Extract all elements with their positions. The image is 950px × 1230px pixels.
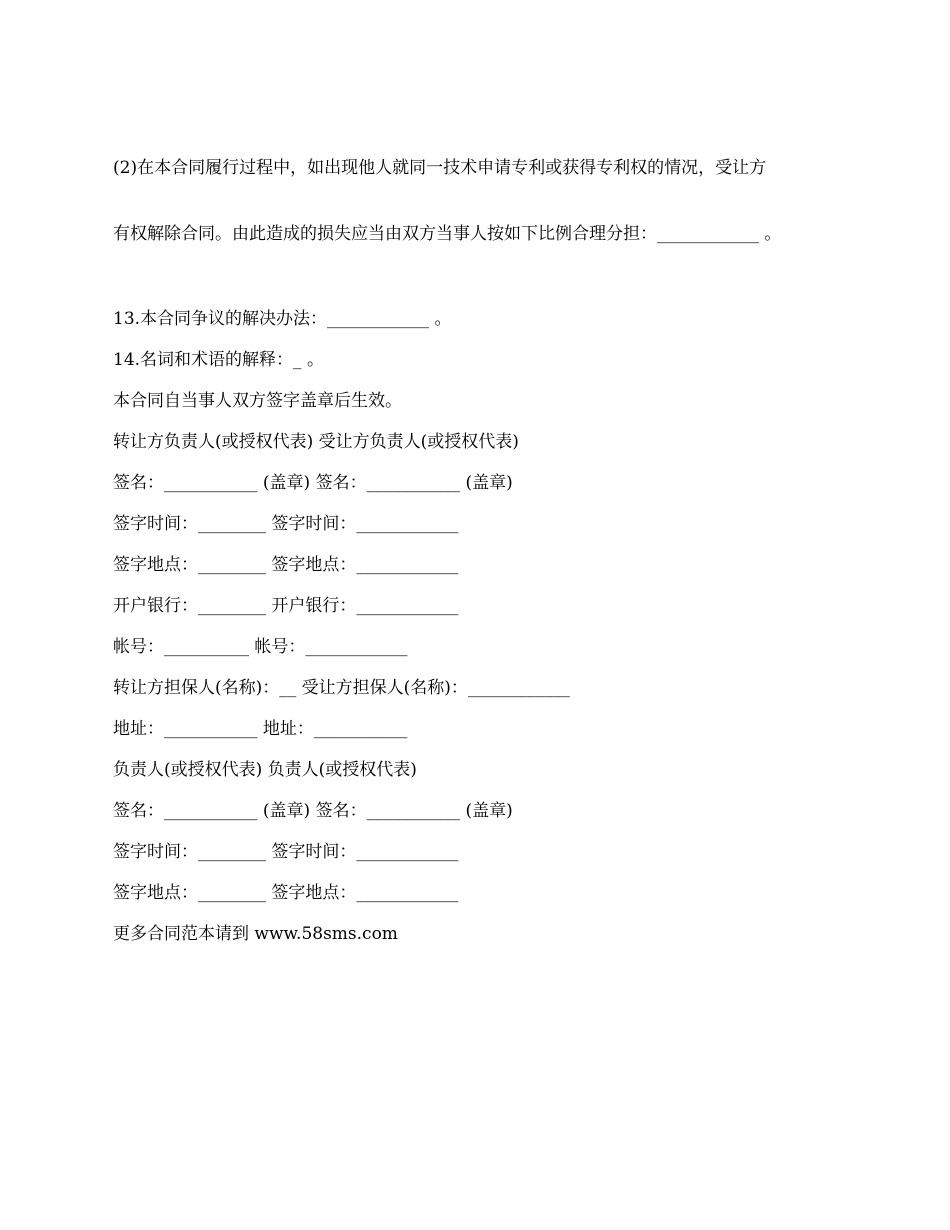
footer-link: 更多合同范本请到 www.58sms.com bbox=[113, 924, 398, 944]
clause-12-2-line-1: (2)在本合同履行过程中，如出现他人就同一技术申请专利或获得专利权的情况，受让方 bbox=[113, 158, 767, 178]
bank-line: 开户银行：________ 开户银行：____________ bbox=[113, 596, 459, 616]
clause-14: 14.名词和术语的解释：_ 。 bbox=[113, 350, 324, 370]
guarantors-line: 转让方担保人(名称)：__ 受让方担保人(名称)：____________ bbox=[113, 678, 570, 698]
sign-time-line-1: 签字时间：________ 签字时间：____________ bbox=[113, 514, 459, 534]
document-page bbox=[113, 113, 843, 964]
guarantor-heads: 负责人(或授权代表) 负责人(或授权代表) bbox=[113, 760, 417, 780]
sign-place-line-2: 签字地点：________ 签字地点：____________ bbox=[113, 883, 459, 903]
account-line: 帐号：__________ 帐号：____________ bbox=[113, 637, 408, 657]
effective-statement: 本合同自当事人双方签字盖章后生效。 bbox=[113, 391, 402, 411]
sign-place-line-1: 签字地点：________ 签字地点：____________ bbox=[113, 555, 459, 575]
clause-12-2 bbox=[113, 113, 843, 289]
party-heads: 转让方负责人(或授权代表) 受让方负责人(或授权代表) bbox=[113, 432, 519, 452]
signature-line-2: 签名：___________ (盖章) 签名：___________ (盖章) bbox=[113, 801, 513, 821]
clause-12-2-line-2: 有权解除合同。由此造成的损失应当由双方当事人按如下比例合理分担：____________ 。 bbox=[113, 224, 782, 244]
sign-time-line-2: 签字时间：________ 签字时间：____________ bbox=[113, 842, 459, 862]
signature-line-1: 签名：___________ (盖章) 签名：___________ (盖章) bbox=[113, 473, 513, 493]
address-line: 地址：___________ 地址：___________ bbox=[113, 719, 408, 739]
clause-13: 13.本合同争议的解决办法：____________ 。 bbox=[113, 309, 452, 329]
